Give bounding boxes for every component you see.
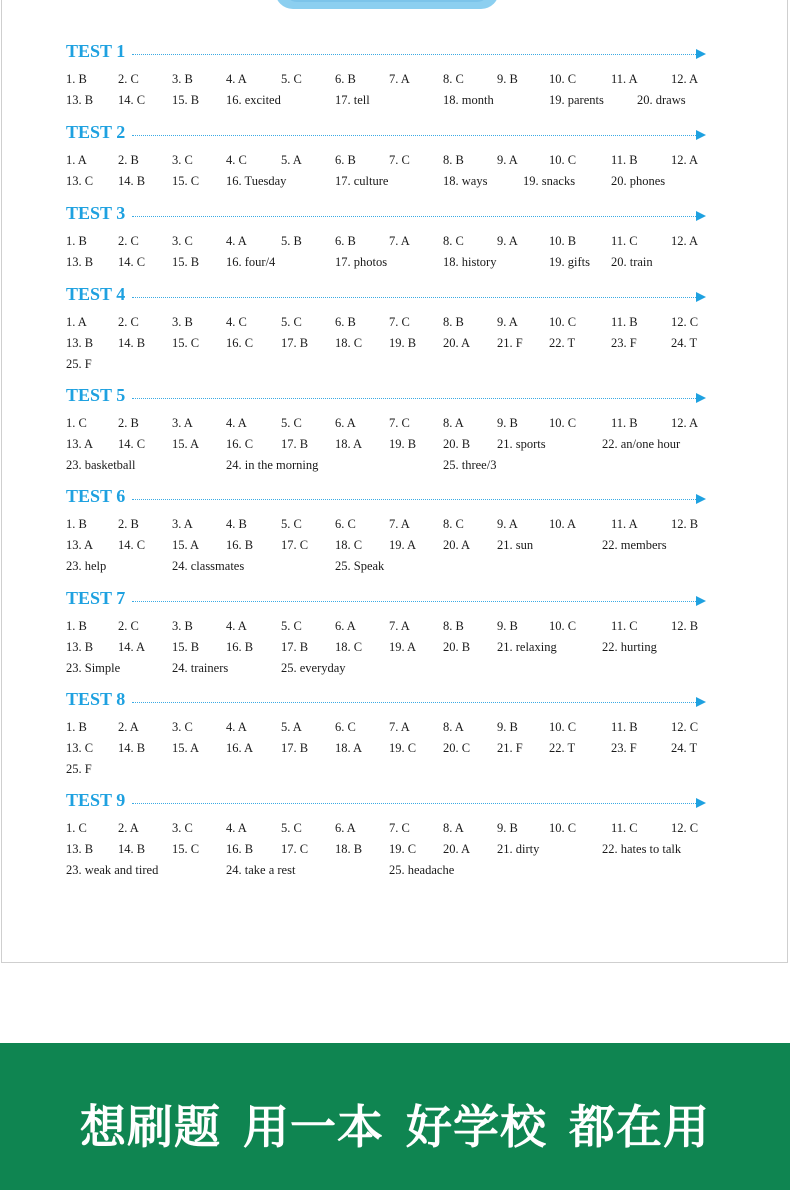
- answer-item: 17. B: [281, 640, 309, 654]
- answer-item: 13. B: [66, 640, 94, 654]
- answer-item: 10. C: [549, 72, 577, 86]
- answer-item: 11. C: [611, 619, 638, 633]
- dotted-divider: [132, 702, 696, 703]
- test-header: [66, 588, 706, 611]
- answer-item: 10. C: [549, 416, 577, 430]
- arrow-right-icon: [696, 393, 706, 403]
- answer-item: 7. C: [389, 821, 410, 835]
- answer-item: 17. C: [281, 842, 309, 856]
- answer-item: 21. sun: [497, 538, 534, 552]
- test-title: TEST 6: [66, 486, 126, 506]
- answer-item: 14. C: [118, 93, 146, 107]
- answer-item: 3. A: [172, 416, 193, 430]
- answer-item: 13. C: [66, 741, 94, 755]
- answer-item: 4. C: [226, 315, 247, 329]
- answer-item: 5. C: [281, 416, 302, 430]
- answer-item: 15. B: [172, 93, 200, 107]
- answer-item: 2. B: [118, 416, 139, 430]
- answer-item: 19. B: [389, 437, 417, 451]
- answer-item: 15. A: [172, 437, 200, 451]
- answer-item: 20. train: [611, 255, 653, 269]
- answer-item: 17. photos: [335, 255, 388, 269]
- test-section: [66, 385, 706, 479]
- footer-banner: [0, 1043, 790, 1190]
- answer-item: 15. B: [172, 640, 200, 654]
- answer-item: 2. C: [118, 619, 139, 633]
- answer-item: 18. A: [335, 741, 363, 755]
- answer-item: 5. B: [281, 234, 302, 248]
- answer-item: 5. C: [281, 72, 302, 86]
- answer-item: 9. B: [497, 416, 518, 430]
- answer-item: 20. A: [443, 336, 471, 350]
- arrow-right-icon: [696, 49, 706, 59]
- answer-item: 8. C: [443, 234, 464, 248]
- answer-item: 12. A: [671, 72, 699, 86]
- arrow-right-icon: [696, 130, 706, 140]
- answer-item: 24. T: [671, 336, 698, 350]
- answer-row: [66, 416, 706, 437]
- answer-item: 7. C: [389, 315, 410, 329]
- answer-item: 12. C: [671, 821, 699, 835]
- answer-item: 15. C: [172, 174, 200, 188]
- answer-item: 1. B: [66, 517, 87, 531]
- answer-item: 14. B: [118, 174, 146, 188]
- answer-item: 21. dirty: [497, 842, 540, 856]
- answer-item: 22. hurting: [602, 640, 657, 654]
- answer-item: 12. A: [671, 153, 699, 167]
- answer-row: [66, 640, 706, 661]
- answer-row: [66, 437, 706, 458]
- answer-item: 17. C: [281, 538, 309, 552]
- answer-item: 9. A: [497, 517, 518, 531]
- answer-item: 2. A: [118, 821, 139, 835]
- answer-row: [66, 357, 706, 378]
- answer-item: 25. F: [66, 357, 92, 371]
- answer-item: 8. A: [443, 821, 464, 835]
- answer-item: 14. C: [118, 255, 146, 269]
- answer-item: 13. A: [66, 437, 94, 451]
- banner-phrase-4: 都在用: [569, 1100, 710, 1154]
- answer-item: 6. B: [335, 72, 356, 86]
- answer-item: 14. B: [118, 842, 146, 856]
- answer-item: 3. C: [172, 153, 193, 167]
- answer-item: 23. basketball: [66, 458, 136, 472]
- test-title: TEST 4: [66, 284, 126, 304]
- answer-item: 11. A: [611, 72, 638, 86]
- arrow-right-icon: [696, 697, 706, 707]
- answer-item: 13. B: [66, 93, 94, 107]
- answer-item: 16. C: [226, 437, 254, 451]
- test-title: TEST 9: [66, 790, 126, 810]
- test-section: [66, 284, 706, 378]
- dotted-divider: [132, 499, 696, 500]
- banner-phrase-1: 想刷题: [80, 1100, 221, 1154]
- answer-item: 20. B: [443, 437, 471, 451]
- answer-row: [66, 741, 706, 762]
- test-section: [66, 41, 706, 114]
- answer-item: 10. A: [549, 517, 577, 531]
- answer-item: 21. F: [497, 741, 523, 755]
- answer-row: [66, 720, 706, 741]
- test-header: [66, 41, 706, 64]
- answer-item: 9. B: [497, 720, 518, 734]
- answer-item: 25. everyday: [281, 661, 346, 675]
- answer-item: 15. A: [172, 538, 200, 552]
- answer-item: 8. A: [443, 720, 464, 734]
- answer-item: 23. help: [66, 559, 107, 573]
- dotted-divider: [132, 216, 696, 217]
- arrow-right-icon: [696, 494, 706, 504]
- answer-item: 14. C: [118, 538, 146, 552]
- answer-item: 16. B: [226, 538, 254, 552]
- answer-item: 12. C: [671, 315, 699, 329]
- answer-item: 1. B: [66, 619, 87, 633]
- answer-item: 12. A: [671, 234, 699, 248]
- answer-item: 19. C: [389, 741, 417, 755]
- answer-item: 5. C: [281, 619, 302, 633]
- test-section: [66, 122, 706, 195]
- answer-item: 1. A: [66, 153, 87, 167]
- answer-item: 17. B: [281, 741, 309, 755]
- answer-item: 16. four/4: [226, 255, 276, 269]
- test-title: TEST 7: [66, 588, 126, 608]
- answer-item: 17. tell: [335, 93, 370, 107]
- test-header: [66, 203, 706, 226]
- answer-row: [66, 153, 706, 174]
- answer-item: 19. snacks: [523, 174, 576, 188]
- answer-row: [66, 174, 706, 195]
- answer-item: 4. A: [226, 821, 247, 835]
- answer-item: 22. T: [549, 336, 576, 350]
- banner-phrase-2: 用一本: [243, 1100, 384, 1154]
- answer-item: 13. B: [66, 842, 94, 856]
- answer-item: 19. A: [389, 640, 417, 654]
- test-title: TEST 2: [66, 122, 126, 142]
- answer-item: 7. A: [389, 619, 410, 633]
- answer-item: 4. A: [226, 234, 247, 248]
- test-section: [66, 790, 706, 884]
- answer-item: 15. A: [172, 741, 200, 755]
- answer-item: 17. B: [281, 437, 309, 451]
- test-title: TEST 5: [66, 385, 126, 405]
- dotted-divider: [132, 601, 696, 602]
- test-header: [66, 122, 706, 145]
- answer-item: 4. C: [226, 153, 247, 167]
- answer-item: 15. C: [172, 336, 200, 350]
- test-title: TEST 1: [66, 41, 126, 61]
- answer-row: [66, 517, 706, 538]
- answer-row: [66, 72, 706, 93]
- answer-item: 20. draws: [637, 93, 686, 107]
- answer-item: 13. B: [66, 255, 94, 269]
- answer-item: 9. B: [497, 619, 518, 633]
- test-header: [66, 385, 706, 408]
- header-tab-shade: [285, 0, 489, 2]
- answer-item: 15. C: [172, 842, 200, 856]
- answer-item: 8. C: [443, 72, 464, 86]
- answer-item: 21. sports: [497, 437, 546, 451]
- answer-item: 11. B: [611, 720, 638, 734]
- answer-item: 3. B: [172, 315, 193, 329]
- dotted-divider: [132, 803, 696, 804]
- answer-item: 11. C: [611, 821, 638, 835]
- answer-row: [66, 559, 706, 580]
- test-header: [66, 689, 706, 712]
- answer-item: 24. classmates: [172, 559, 245, 573]
- answer-item: 18. C: [335, 336, 363, 350]
- answer-item: 22. T: [549, 741, 576, 755]
- answer-item: 14. B: [118, 336, 146, 350]
- arrow-right-icon: [696, 798, 706, 808]
- answer-item: 20. A: [443, 538, 471, 552]
- answer-item: 1. C: [66, 416, 87, 430]
- answer-item: 12. B: [671, 517, 699, 531]
- answer-item: 18. history: [443, 255, 497, 269]
- answer-item: 8. B: [443, 153, 464, 167]
- answer-item: 6. A: [335, 619, 356, 633]
- answer-item: 9. B: [497, 821, 518, 835]
- test-header: [66, 284, 706, 307]
- answer-item: 21. relaxing: [497, 640, 557, 654]
- answer-item: 8. C: [443, 517, 464, 531]
- answer-item: 3. C: [172, 234, 193, 248]
- answer-item: 22. hates to talk: [602, 842, 682, 856]
- answer-item: 8. A: [443, 416, 464, 430]
- answer-item: 24. T: [671, 741, 698, 755]
- answer-item: 23. Simple: [66, 661, 121, 675]
- answer-item: 24. trainers: [172, 661, 229, 675]
- answer-item: 14. A: [118, 640, 146, 654]
- answer-row: [66, 842, 706, 863]
- test-title: TEST 3: [66, 203, 126, 223]
- answer-item: 6. C: [335, 517, 356, 531]
- answer-item: 11. A: [611, 517, 638, 531]
- answer-item: 9. B: [497, 72, 518, 86]
- answer-row: [66, 336, 706, 357]
- test-title: TEST 8: [66, 689, 126, 709]
- answer-item: 5. C: [281, 821, 302, 835]
- dotted-divider: [132, 54, 696, 55]
- answer-item: 8. B: [443, 315, 464, 329]
- answer-item: 10. C: [549, 619, 577, 633]
- answer-item: 18. month: [443, 93, 494, 107]
- answer-item: 5. C: [281, 315, 302, 329]
- answer-item: 14. C: [118, 437, 146, 451]
- answer-item: 7. C: [389, 416, 410, 430]
- answer-item: 7. A: [389, 234, 410, 248]
- answer-item: 4. A: [226, 619, 247, 633]
- answer-item: 6. B: [335, 234, 356, 248]
- answer-item: 4. B: [226, 517, 247, 531]
- answer-item: 20. B: [443, 640, 471, 654]
- answer-item: 3. B: [172, 72, 193, 86]
- answer-item: 16. B: [226, 842, 254, 856]
- answer-item: 1. A: [66, 315, 87, 329]
- answer-item: 2. C: [118, 315, 139, 329]
- test-section: [66, 588, 706, 682]
- answer-item: 18. A: [335, 437, 363, 451]
- answer-item: 3. B: [172, 619, 193, 633]
- answer-item: 16. B: [226, 640, 254, 654]
- answer-item: 1. B: [66, 72, 87, 86]
- answer-item: 18. C: [335, 640, 363, 654]
- answer-item: 18. B: [335, 842, 363, 856]
- answer-item: 12. A: [671, 416, 699, 430]
- answer-item: 18. ways: [443, 174, 488, 188]
- answer-item: 19. gifts: [549, 255, 590, 269]
- answer-item: 2. C: [118, 72, 139, 86]
- answer-item: 5. A: [281, 720, 302, 734]
- answer-row: [66, 234, 706, 255]
- answer-row: [66, 619, 706, 640]
- answer-item: 11. C: [611, 234, 638, 248]
- answer-item: 1. B: [66, 720, 87, 734]
- answer-item: 20. C: [443, 741, 471, 755]
- answer-item: 4. A: [226, 416, 247, 430]
- answer-item: 23. weak and tired: [66, 863, 159, 877]
- header-tab: [275, 0, 499, 9]
- answer-item: 4. A: [226, 72, 247, 86]
- answer-item: 22. an/one hour: [602, 437, 681, 451]
- answer-item: 6. C: [335, 720, 356, 734]
- answer-row: [66, 458, 706, 479]
- answer-item: 20. A: [443, 842, 471, 856]
- test-header: [66, 486, 706, 509]
- answer-item: 1. B: [66, 234, 87, 248]
- answer-row: [66, 863, 706, 884]
- answer-item: 13. C: [66, 174, 94, 188]
- answer-item: 18. C: [335, 538, 363, 552]
- answer-item: 7. C: [389, 153, 410, 167]
- answer-item: 20. phones: [611, 174, 666, 188]
- answer-item: 2. C: [118, 234, 139, 248]
- answer-item: 24. in the morning: [226, 458, 319, 472]
- answer-item: 7. A: [389, 72, 410, 86]
- answer-item: 10. B: [549, 234, 577, 248]
- answer-item: 11. B: [611, 315, 638, 329]
- test-section: [66, 689, 706, 783]
- answer-item: 10. C: [549, 315, 577, 329]
- answer-item: 19. parents: [549, 93, 604, 107]
- answer-item: 11. B: [611, 153, 638, 167]
- answer-item: 8. B: [443, 619, 464, 633]
- answer-item: 3. C: [172, 720, 193, 734]
- answer-row: [66, 93, 706, 114]
- answer-item: 17. B: [281, 336, 309, 350]
- answer-item: 3. C: [172, 821, 193, 835]
- answer-item: 14. B: [118, 741, 146, 755]
- banner-phrase-3: 好学校: [406, 1100, 547, 1154]
- answer-row: [66, 821, 706, 842]
- banner-slogan: [0, 1091, 790, 1157]
- answer-row: [66, 762, 706, 783]
- answer-item: 16. A: [226, 741, 254, 755]
- dotted-divider: [132, 135, 696, 136]
- answer-item: 6. A: [335, 821, 356, 835]
- answer-item: 2. B: [118, 153, 139, 167]
- test-header: [66, 790, 706, 813]
- answer-item: 2. B: [118, 517, 139, 531]
- answer-item: 24. take a rest: [226, 863, 296, 877]
- answer-row: [66, 315, 706, 336]
- answer-item: 23. F: [611, 741, 637, 755]
- answer-item: 10. C: [549, 720, 577, 734]
- answer-item: 1. C: [66, 821, 87, 835]
- answer-item: 19. A: [389, 538, 417, 552]
- answer-item: 13. A: [66, 538, 94, 552]
- answer-item: 5. A: [281, 153, 302, 167]
- test-section: [66, 486, 706, 580]
- answer-item: 23. F: [611, 336, 637, 350]
- answer-row: [66, 255, 706, 276]
- arrow-right-icon: [696, 211, 706, 221]
- answer-item: 25. Speak: [335, 559, 385, 573]
- answer-row: [66, 661, 706, 682]
- answer-item: 3. A: [172, 517, 193, 531]
- answer-item: 12. B: [671, 619, 699, 633]
- answer-item: 7. A: [389, 517, 410, 531]
- answer-item: 6. A: [335, 416, 356, 430]
- answer-item: 5. C: [281, 517, 302, 531]
- answer-item: 9. A: [497, 153, 518, 167]
- answer-item: 21. F: [497, 336, 523, 350]
- answer-item: 9. A: [497, 234, 518, 248]
- answer-item: 6. B: [335, 315, 356, 329]
- answer-item: 15. B: [172, 255, 200, 269]
- answer-item: 4. A: [226, 720, 247, 734]
- answer-item: 7. A: [389, 720, 410, 734]
- answer-item: 25. headache: [389, 863, 455, 877]
- answer-item: 10. C: [549, 153, 577, 167]
- answer-item: 16. excited: [226, 93, 281, 107]
- answer-row: [66, 538, 706, 559]
- arrow-right-icon: [696, 292, 706, 302]
- answer-item: 10. C: [549, 821, 577, 835]
- answer-item: 19. B: [389, 336, 417, 350]
- answer-item: 13. B: [66, 336, 94, 350]
- answer-item: 16. C: [226, 336, 254, 350]
- answer-item: 25. F: [66, 762, 92, 776]
- answer-item: 9. A: [497, 315, 518, 329]
- answer-item: 2. A: [118, 720, 139, 734]
- answer-item: 25. three/3: [443, 458, 497, 472]
- dotted-divider: [132, 398, 696, 399]
- answer-item: 16. Tuesday: [226, 174, 287, 188]
- dotted-divider: [132, 297, 696, 298]
- answer-item: 22. members: [602, 538, 667, 552]
- answer-item: 17. culture: [335, 174, 389, 188]
- answer-item: 19. C: [389, 842, 417, 856]
- arrow-right-icon: [696, 596, 706, 606]
- answer-item: 11. B: [611, 416, 638, 430]
- answer-item: 6. B: [335, 153, 356, 167]
- test-section: [66, 203, 706, 276]
- answer-item: 12. C: [671, 720, 699, 734]
